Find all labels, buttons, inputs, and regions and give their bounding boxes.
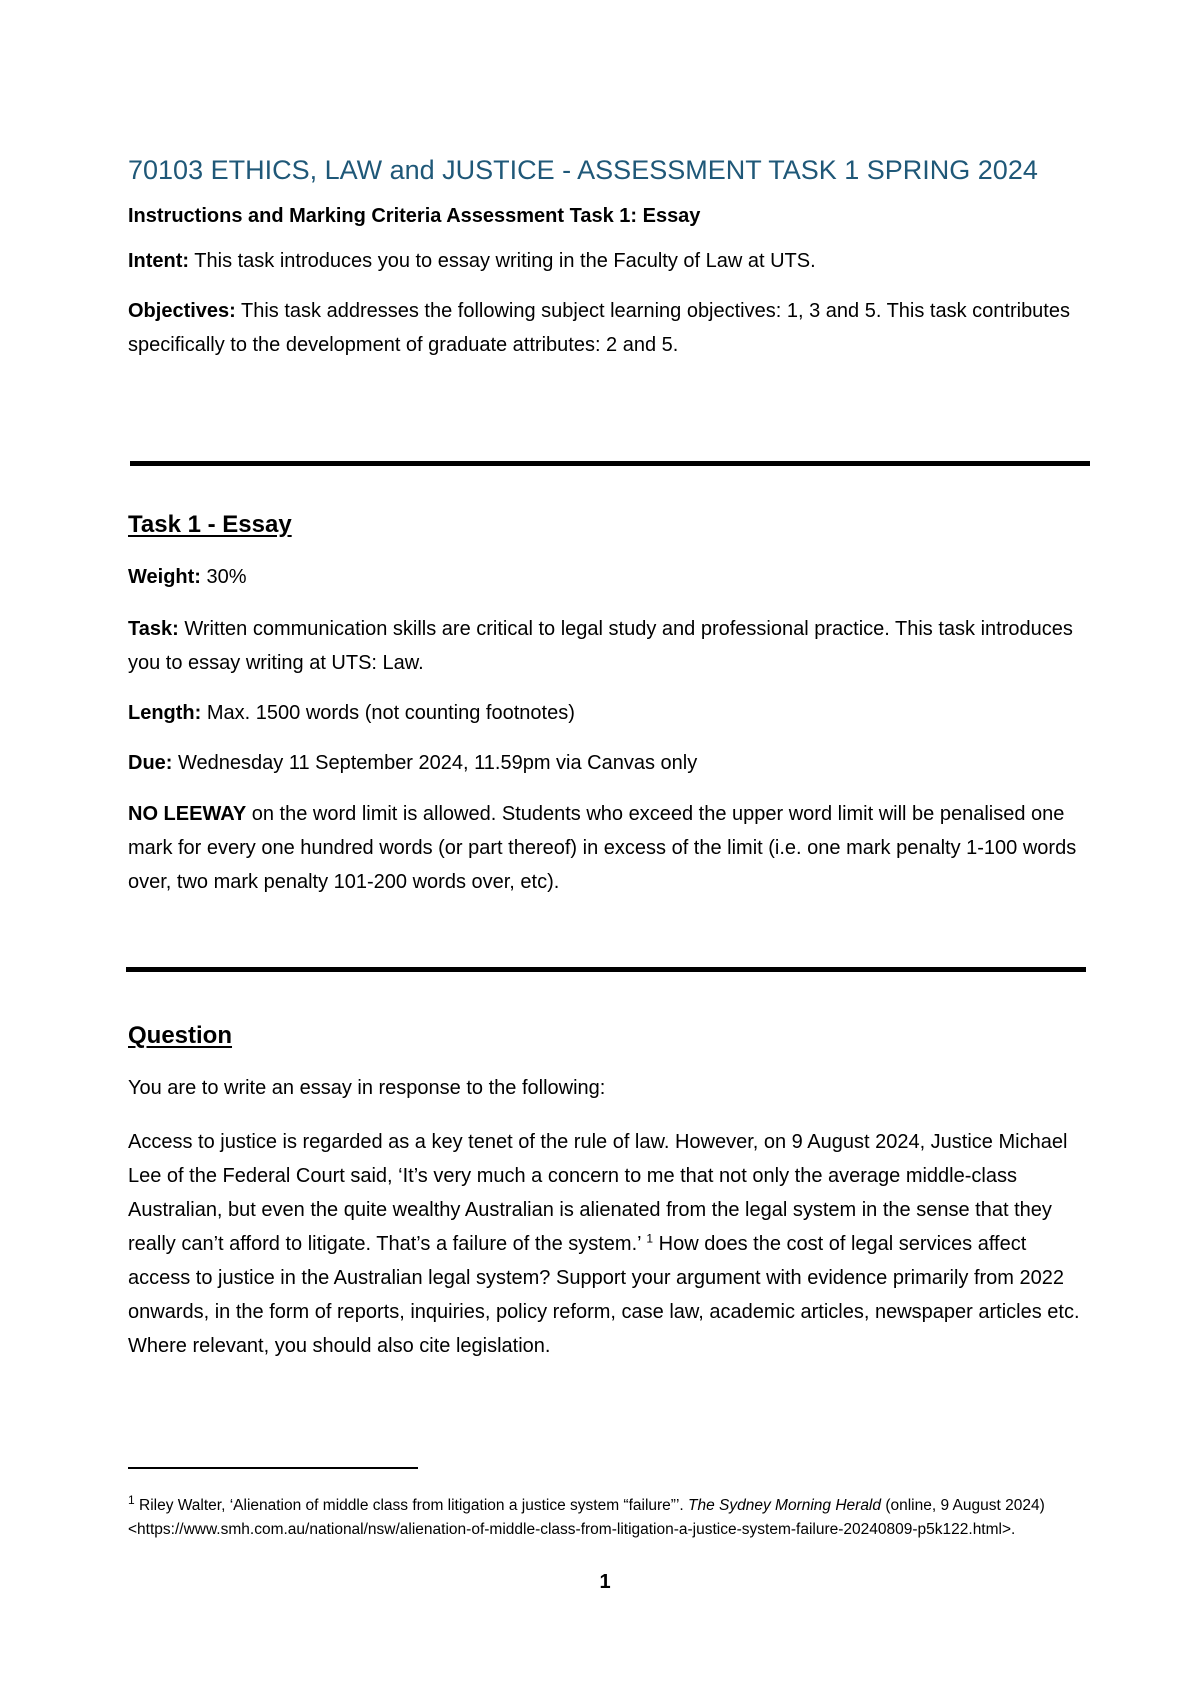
intent-label: Intent:	[128, 250, 190, 272]
leeway-label: NO LEEWAY	[128, 803, 247, 825]
task-paragraph	[128, 612, 1088, 680]
footnote-source-title: The Sydney Morning Herald	[688, 1497, 882, 1514]
page-title: 70103 ETHICS, LAW and JUSTICE - ASSESSMENT TASK 1 SPRING 2024	[128, 155, 1038, 185]
task-label: Task:	[128, 618, 179, 640]
footnote-separator	[128, 1467, 418, 1469]
weight-paragraph	[128, 560, 1088, 594]
objectives-text: This task addresses the following subject learning objectives: 1, 3 and 5. This task contributes specifically to the development of graduate attributes: 2 and 5.	[128, 300, 1070, 356]
instructions-line	[128, 199, 1088, 233]
weight-text: 30%	[200, 566, 247, 588]
footnote-reference[interactable]: 1	[646, 1231, 654, 1246]
footnote	[128, 1494, 1088, 1542]
footnote-text: Riley Walter, ‘Alienation of middle class from litigation a justice system “failure”’.	[134, 1497, 689, 1514]
intent-text: This task introduces you to essay writing in the Faculty of Law at UTS.	[189, 250, 816, 272]
question-text-after-ref: How does the cost of legal services affect access to justice in the Australian legal system? Support your argument with evidence primarily from 2022 onwards, in the form of reports, inquiries, policy reform, case law, academic articles, newspaper articles etc. Where relevant, you should also cite legislation.	[128, 1233, 1080, 1357]
weight-label: Weight:	[128, 566, 201, 588]
footnote-number: 1	[128, 1492, 135, 1507]
question-heading: Question	[128, 1022, 233, 1049]
section-divider	[126, 967, 1086, 972]
due-paragraph	[128, 746, 1088, 780]
length-paragraph	[128, 696, 1088, 730]
task-text: Written communication skills are critical to legal study and professional practice. This task introduces you to essay writing at UTS: Law.	[128, 618, 1073, 674]
length-text: Max. 1500 words (not counting footnotes)	[201, 702, 575, 724]
instructions-heading: Instructions and Marking Criteria Assessment Task 1: Essay	[128, 205, 701, 227]
question-text-before-ref: Access to justice is regarded as a key tenet of the rule of law. However, on 9 August 2024, Justice Michael Lee of the Federal Court said, ‘It’s very much a concern to me that not only the average middle-class Australian, but even the quite wealthy Australian is alienated from the legal system in the sense that they really can’t afford to litigate. That’s a failure of the system.’	[128, 1131, 1068, 1255]
section-divider	[130, 461, 1090, 466]
leeway-text: on the word limit is allowed. Students who exceed the upper word limit will be penalised one mark for every one hundred words (or part thereof) in excess of the limit (i.e. one mark penalty 1-100 words over, two mark penalty 101-200 words over, etc).	[128, 803, 1077, 893]
question-intro: You are to write an essay in response to the following:	[128, 1077, 606, 1099]
objectives-label: Objectives:	[128, 300, 236, 322]
intent-paragraph	[128, 244, 1088, 278]
due-label: Due:	[128, 752, 173, 774]
footnote-url-text: (online, 9 August 2024) <https://www.smh.com.au/national/nsw/alienation-of-middle-class-from-litigation-a-justice-system-failure-20240809-p5k122.html>.	[128, 1497, 1045, 1538]
objectives-paragraph	[128, 294, 1088, 362]
length-label: Length:	[128, 702, 202, 724]
page-number: 1	[599, 1571, 611, 1593]
question-body	[128, 1125, 1088, 1363]
due-text: Wednesday 11 September 2024, 11.59pm via Canvas only	[172, 752, 698, 774]
task-heading: Task 1 - Essay	[128, 511, 292, 538]
leeway-paragraph	[128, 797, 1088, 899]
